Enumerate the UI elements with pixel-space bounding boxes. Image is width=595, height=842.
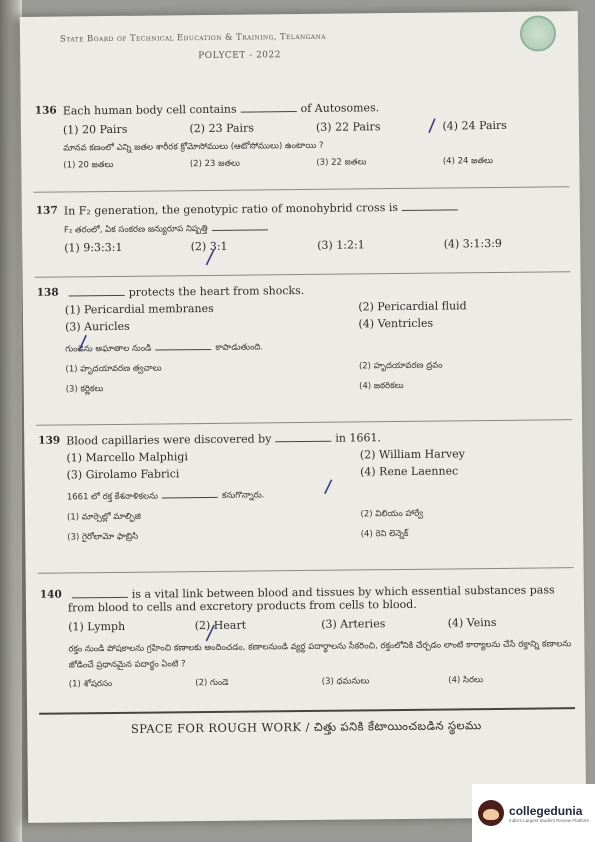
divider <box>35 271 571 278</box>
options-en[interactable] <box>68 616 574 634</box>
option-4[interactable]: (4) Rene Laennec <box>359 464 459 479</box>
option-2[interactable]: (2) హృదయావరణ ద్రవం <box>358 360 443 372</box>
option-3[interactable]: (3) ధమనులు <box>321 676 370 687</box>
option-1[interactable]: (1) Marcello Malphigi <box>66 450 189 465</box>
answer-blank <box>402 201 458 211</box>
question-number: 139 <box>38 434 61 447</box>
option-1[interactable]: (1) Lymph <box>68 620 126 634</box>
question-139 <box>38 429 573 543</box>
option-3[interactable]: (3) Auricles <box>64 320 130 334</box>
option-2[interactable]: (2) William Harvey <box>359 447 466 462</box>
option-1[interactable]: (1) 20 జతలు <box>63 159 114 171</box>
option-3[interactable]: (3) Arteries <box>321 617 386 632</box>
option-1[interactable]: (1) 9:3:3:1 <box>64 241 123 255</box>
question-text-te: మానవ కణంలో ఎన్ని జతల శారీరక క్రోమోసోములు (ఆటోసోములు) ఉంటాయి ? <box>63 141 324 154</box>
options-te[interactable] <box>69 674 575 689</box>
option-3[interactable]: (3) 22 జతలు <box>316 156 367 168</box>
watermark-tagline: India's Largest Student Review Platform <box>509 817 589 823</box>
options-en-row-1[interactable] <box>66 446 572 464</box>
watermark-brand: collegedunia <box>509 803 583 818</box>
option-4[interactable]: (4) 24 Pairs <box>442 119 507 133</box>
question-text-te: గుండెను అఘాతాల నుండి కాపాడుతుంది. <box>65 341 264 355</box>
option-2[interactable]: (2) గుండె <box>195 677 229 688</box>
book-binding <box>0 0 22 842</box>
option-3[interactable]: (3) 22 Pairs <box>315 120 381 135</box>
board-header: State Board of Technical Education & Training, Telangana <box>59 31 326 45</box>
question-text-en: In F₂ generation, the genotypic ratio of monohybrid cross is <box>64 199 570 217</box>
option-2[interactable]: (2) 23 జతలు <box>189 158 240 169</box>
options-te-row-1[interactable] <box>65 359 571 374</box>
question-text-en: Blood capillaries were discovered by in 1661. <box>66 431 382 448</box>
question-text-en: is a vital link between blood and tissues by which essential substances pass from blood to cells and excretory products from cells to blood. <box>67 583 555 615</box>
options[interactable] <box>64 237 570 255</box>
exam-title: POLYCET - 2022 <box>198 50 282 62</box>
exam-page <box>20 11 586 823</box>
options-en-row-2[interactable] <box>65 316 571 334</box>
option-2[interactable]: (2) Heart <box>194 618 247 633</box>
option-4[interactable]: (4) రెని లెన్నెక్ <box>360 528 409 540</box>
option-4[interactable]: (4) Veins <box>447 616 497 630</box>
question-text-en: protects the heart from shocks. <box>65 281 571 299</box>
option-1[interactable]: (1) Pericardial membranes <box>64 302 214 317</box>
student-avatar-icon <box>478 800 504 826</box>
answer-blank <box>162 488 218 498</box>
question-text-te: F₂ తరంలో, ఏక సంకరణ జన్యురూప నిష్పత్తి <box>64 218 570 235</box>
option-3[interactable]: (3) 1:2:1 <box>317 238 365 253</box>
options-en-row-2[interactable] <box>67 464 573 482</box>
answer-blank <box>275 433 331 443</box>
option-2[interactable]: (2) 23 Pairs <box>189 121 255 136</box>
question-137 <box>36 199 571 255</box>
question-number: 137 <box>35 204 58 217</box>
answer-blank <box>241 103 297 113</box>
collegedunia-watermark <box>472 784 595 842</box>
options-te-row-2[interactable] <box>66 379 572 394</box>
board-seal-icon <box>520 15 556 51</box>
options-te-row-1[interactable] <box>67 507 573 522</box>
option-1[interactable]: (1) మార్సెల్లో మాల్ఫిజి <box>66 511 141 523</box>
answer-blank <box>155 341 211 351</box>
option-2[interactable]: (2) విలియం హార్వే <box>360 508 424 520</box>
question-text-te: 1661 లో రక్త కేశనాళికలను కనుగొన్నారు. <box>66 489 265 503</box>
option-3[interactable]: (3) కర్ణికలు <box>65 384 104 395</box>
options-en[interactable] <box>63 118 569 136</box>
options-te[interactable] <box>63 155 569 170</box>
question-number: 138 <box>36 286 59 299</box>
question-138 <box>37 281 572 395</box>
option-4[interactable]: (4) జఠరికలు <box>359 380 404 392</box>
option-2[interactable]: (2) Pericardial fluid <box>358 299 467 314</box>
rough-work-label: SPACE FOR ROUGH WORK / చిత్తు పనికి కేటాయించబడిన స్థలము <box>130 718 482 736</box>
options-te-row-2[interactable] <box>67 527 573 542</box>
option-1[interactable]: (1) హృదయావరణ త్వచాలు <box>65 363 162 375</box>
rough-work-divider <box>39 707 575 715</box>
question-number: 140 <box>39 588 62 601</box>
question-text-te: రక్తం నుండి పోషకాలను గ్రహించి కణాలకు అందించడం, కణాలనుండి వ్యర్థ పదార్థాలను సేకరించి, రక్తంలోనికి చేర్చడం లాంటి కార్యాలను చేసే రక్తాన్ని కణాలను జోడించే ప్రధానమైన పదార్థం ఏంటి ? <box>68 638 572 671</box>
option-2[interactable]: (2) 3:1 <box>190 240 228 254</box>
divider <box>34 186 570 193</box>
answer-blank <box>72 589 128 599</box>
options-en-row-1[interactable] <box>65 298 571 316</box>
option-4[interactable]: (4) Ventricles <box>358 317 434 331</box>
option-3[interactable]: (3) గైరోలామో ఫాబ్రిసి <box>67 531 139 543</box>
answer-blank <box>69 287 125 297</box>
option-3[interactable]: (3) Girolamo Fabrici <box>66 467 180 482</box>
option-1[interactable]: (1) 20 Pairs <box>62 123 128 137</box>
answer-blank <box>212 222 268 232</box>
option-4[interactable]: (4) సిరలు <box>448 674 484 686</box>
option-4[interactable]: (4) 3:1:3:9 <box>443 237 502 251</box>
question-140 <box>40 583 575 690</box>
question-136 <box>35 99 570 170</box>
option-1[interactable]: (1) శోషరసం <box>68 678 113 690</box>
question-text-en: Each human body cell contains of Autosomes. <box>62 101 380 118</box>
question-number: 136 <box>34 104 57 117</box>
divider <box>38 567 574 574</box>
divider <box>36 419 572 426</box>
option-4[interactable]: (4) 24 జతలు <box>442 155 493 167</box>
